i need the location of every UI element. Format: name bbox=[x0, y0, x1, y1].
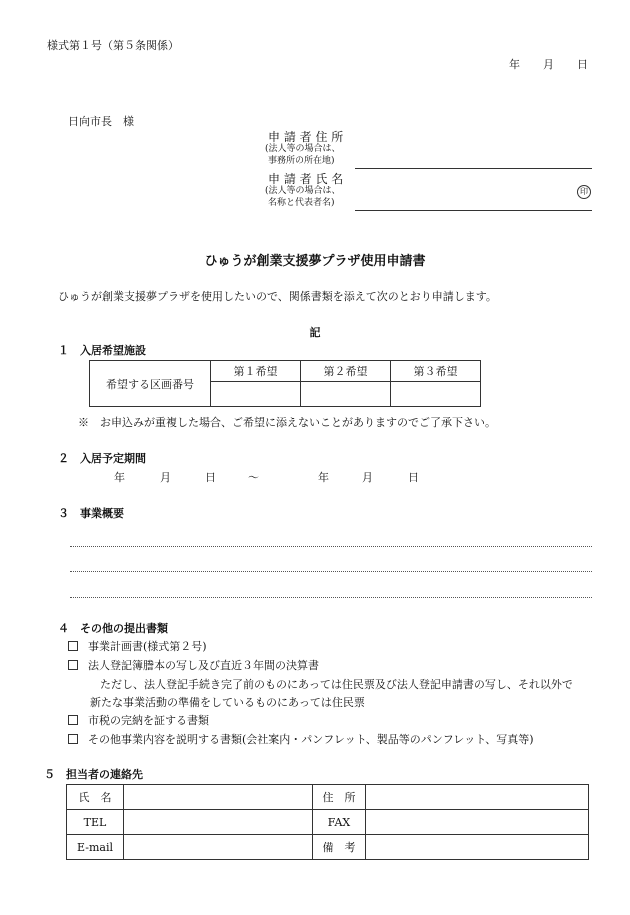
choice-2-header: 第２希望 bbox=[301, 361, 391, 382]
section4-heading: ４ その他の提出書類 bbox=[58, 622, 168, 635]
applicant-name-note-2: 名称と代表者名) bbox=[268, 198, 335, 208]
contact-remarks-field[interactable] bbox=[366, 835, 589, 860]
facility-choice-table bbox=[89, 360, 481, 407]
section5-heading: ５ 担当者の連絡先 bbox=[44, 768, 143, 781]
applicant-address-note-1: (法人等の場合は、 bbox=[265, 144, 341, 154]
contact-remarks-label: 備 考 bbox=[313, 835, 366, 860]
contact-address-field[interactable] bbox=[366, 785, 589, 810]
contact-email-field[interactable] bbox=[124, 835, 313, 860]
document-item-1[interactable] bbox=[68, 638, 207, 654]
section2-heading: ２ 入居予定期間 bbox=[58, 452, 146, 465]
period-to-month: 月 bbox=[362, 471, 373, 484]
date-year: 年 bbox=[509, 58, 520, 71]
period-to-day: 日 bbox=[408, 471, 419, 484]
checkbox-icon[interactable] bbox=[68, 715, 78, 725]
period-from-month: 月 bbox=[160, 471, 171, 484]
document-item-4-label: その他事業内容を説明する書類(会社案内・パンフレット、製品等のパンフレット、写真等) bbox=[88, 733, 534, 746]
applicant-address-label: 申 請 者 住 所 bbox=[268, 130, 344, 144]
period-to-year: 年 bbox=[318, 471, 329, 484]
choice-3-header: 第３希望 bbox=[391, 361, 481, 382]
business-overview-line-2[interactable] bbox=[70, 571, 592, 572]
date-day: 日 bbox=[577, 58, 588, 71]
contact-email-label: E-mail bbox=[67, 835, 124, 860]
business-overview-line-3[interactable] bbox=[70, 597, 592, 598]
date-month: 月 bbox=[543, 58, 554, 71]
period-from-year: 年 bbox=[114, 471, 125, 484]
proviso-line-1: ただし、法人登記手続き完了前のものにあっては住民票及び法人登記申請書の写し、それ以外で bbox=[100, 678, 573, 691]
addressee: 日向市長 様 bbox=[68, 115, 134, 128]
applicant-name-note-1: (法人等の場合は、 bbox=[265, 186, 341, 196]
document-item-1-label: 事業計画書(様式第２号) bbox=[88, 640, 207, 653]
period-tilde: ～ bbox=[248, 471, 259, 484]
seal-mark: 印 bbox=[577, 185, 591, 199]
applicant-name-line[interactable] bbox=[355, 210, 592, 211]
choice-3-cell[interactable] bbox=[391, 382, 481, 407]
contact-tel-field[interactable] bbox=[124, 810, 313, 835]
document-item-3-label: 市税の完納を証する書類 bbox=[88, 714, 209, 727]
form-number: 様式第１号（第５条関係） bbox=[47, 39, 179, 52]
section1-note: ※ お申込みが重複した場合、ご希望に添えないことがありますのでご了承下さい。 bbox=[78, 416, 496, 429]
checkbox-icon[interactable] bbox=[68, 641, 78, 651]
business-overview-line-1[interactable] bbox=[70, 546, 592, 547]
document-item-2[interactable] bbox=[68, 657, 319, 673]
contact-fax-field[interactable] bbox=[366, 810, 589, 835]
document-item-3[interactable] bbox=[68, 712, 209, 728]
applicant-address-note-2: 事務所の所在地) bbox=[268, 156, 335, 166]
contact-name-label: 氏 名 bbox=[67, 785, 124, 810]
period-from-day: 日 bbox=[205, 471, 216, 484]
section1-heading: １ 入居希望施設 bbox=[58, 344, 146, 357]
checkbox-icon[interactable] bbox=[68, 660, 78, 670]
applicant-name-label: 申 請 者 氏 名 bbox=[268, 172, 344, 186]
contact-name-field[interactable] bbox=[124, 785, 313, 810]
intro-text: ひゅうが創業支援夢プラザを使用したいので、関係書類を添えて次のとおり申請します。 bbox=[58, 290, 497, 303]
choice-2-cell[interactable] bbox=[301, 382, 391, 407]
proviso-line-2: 新たな事業活動の準備をしているものにあっては住民票 bbox=[90, 696, 365, 709]
choice-1-header: 第１希望 bbox=[211, 361, 301, 382]
area-number-label: 希望する区画番号 bbox=[90, 361, 211, 407]
document-item-2-label: 法人登記簿謄本の写し及び直近３年間の決算書 bbox=[88, 659, 319, 672]
checkbox-icon[interactable] bbox=[68, 734, 78, 744]
document-title: ひゅうが創業支援夢プラザ使用申請書 bbox=[204, 254, 426, 269]
contact-table bbox=[66, 784, 589, 860]
ki-label: 記 bbox=[309, 326, 321, 339]
section3-heading: ３ 事業概要 bbox=[58, 507, 124, 520]
applicant-address-line[interactable] bbox=[355, 168, 592, 169]
choice-1-cell[interactable] bbox=[211, 382, 301, 407]
document-item-4[interactable] bbox=[68, 731, 534, 747]
contact-tel-label: TEL bbox=[67, 810, 124, 835]
seal-mark-icon bbox=[577, 184, 591, 199]
contact-fax-label: FAX bbox=[313, 810, 366, 835]
contact-address-label: 住 所 bbox=[313, 785, 366, 810]
